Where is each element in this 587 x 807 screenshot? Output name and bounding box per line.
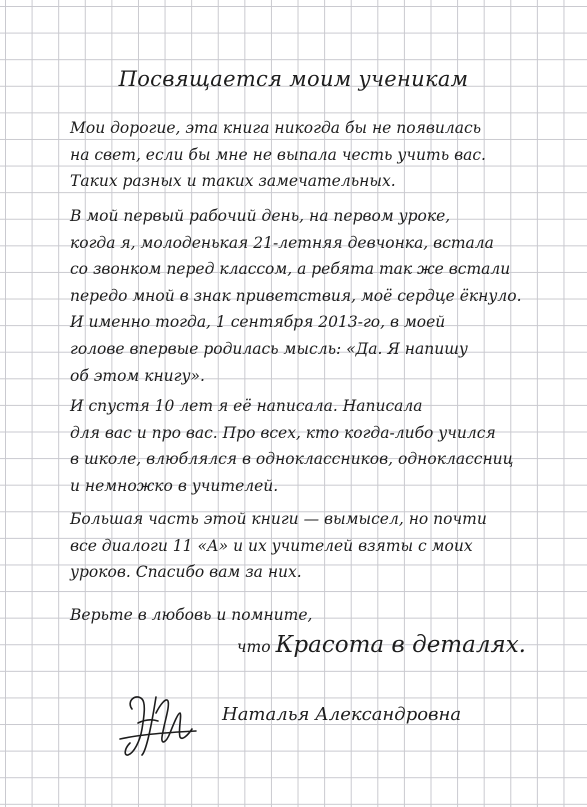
text-line: Таких разных и таких замечательных. — [70, 172, 396, 191]
text-line: когда я, молоденькая 21-летняя девчонка, встала — [70, 233, 494, 252]
text-line: на свет, если бы мне не выпала честь учить вас. — [70, 145, 486, 164]
text-line: уроков. Спасибо вам за них. — [70, 563, 302, 582]
text-line: голове впервые родилась мысль: «Да. Я напишу — [70, 339, 468, 358]
text-line: со звонком перед классом, а ребята так же встали — [70, 260, 511, 279]
text-line: Мои дорогие, эта книга никогда бы не появилась — [70, 119, 482, 137]
paragraph-3 — [70, 393, 540, 499]
paragraph-2 — [70, 203, 540, 389]
closing-block — [70, 602, 540, 661]
text-line: передо мной в знак приветствия, моё сердце ёкнуло. — [70, 286, 522, 305]
author-name: Наталья Александровна — [222, 704, 462, 725]
text-line: В мой первый рабочий день, на первом уроке, — [70, 207, 451, 225]
text-line: в школе, влюблялся в одноклассников, одноклассниц — [70, 450, 514, 469]
text-line: об этом книгу». — [70, 366, 205, 385]
paragraph-1 — [70, 115, 540, 195]
text-line: Большая часть этой книги — вымысел, но почти — [70, 510, 487, 528]
dedication-title: Посвящается моим ученикам — [118, 67, 469, 91]
paragraph-4 — [70, 506, 540, 586]
motto-prefix: что — [236, 637, 271, 656]
motto-emphasis: Красота в деталях. — [275, 631, 526, 658]
text-line: все диалоги 11 «А» и их учителей взяты с моих — [70, 536, 473, 555]
closing-motto — [70, 629, 540, 661]
text-line: для вас и про вас. Про всех, кто когда-либо учился — [70, 423, 496, 442]
closing-line: Верьте в любовь и помните, — [70, 606, 313, 624]
text-line: и немножко в учителей. — [70, 476, 279, 495]
text-line: И именно тогда, 1 сентября 2013-го, в моей — [70, 313, 446, 332]
text-line: И спустя 10 лет я её написала. Написала — [70, 397, 423, 415]
handwritten-signature-icon — [118, 683, 198, 759]
